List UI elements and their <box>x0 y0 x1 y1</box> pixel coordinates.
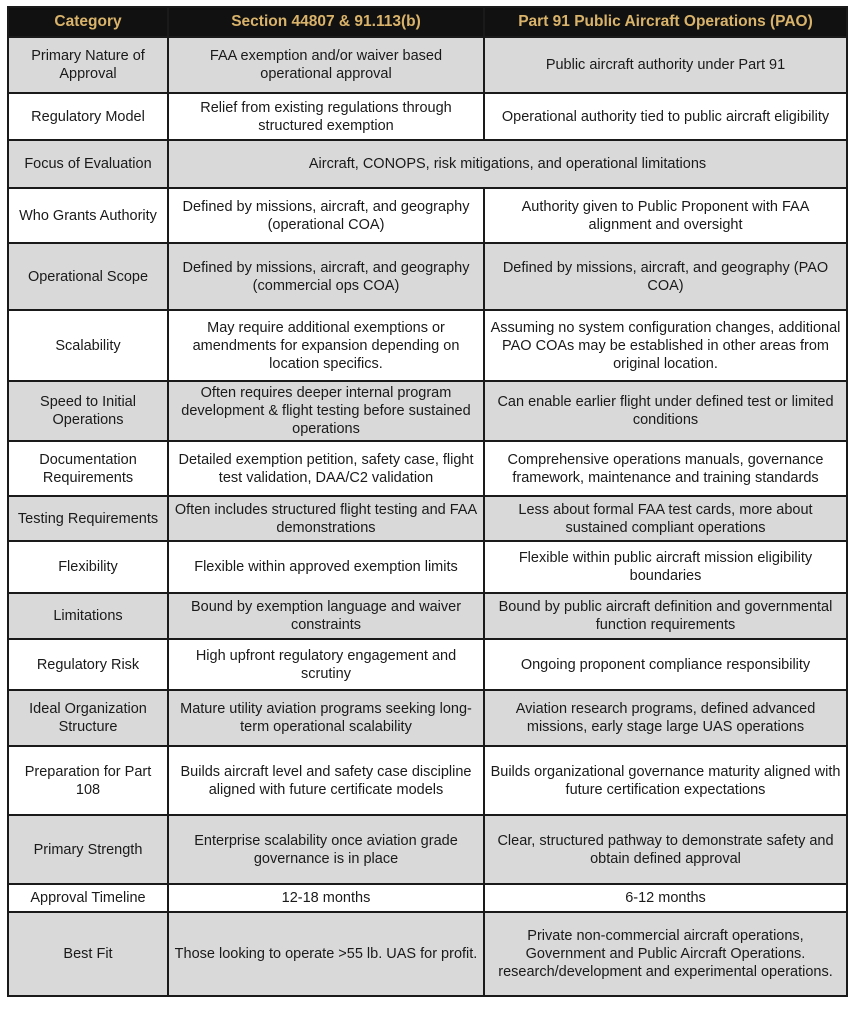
pao-cell: 6-12 months <box>484 884 847 912</box>
table-row <box>8 541 847 593</box>
section-44807-cell: May require additional exemptions or amendments for expansion depending on location specifics. <box>168 310 484 381</box>
comparison-table <box>7 6 848 997</box>
table-row <box>8 188 847 243</box>
comparison-table-container <box>7 6 846 997</box>
pao-cell: Authority given to Public Proponent with FAA alignment and oversight <box>484 188 847 243</box>
pao-cell: Assuming no system configuration changes, additional PAO COAs may be established in other areas from original location. <box>484 310 847 381</box>
section-44807-cell: FAA exemption and/or waiver based operational approval <box>168 37 484 93</box>
category-cell: Regulatory Risk <box>8 639 168 690</box>
section-44807-cell: Defined by missions, aircraft, and geography (commercial ops COA) <box>168 243 484 310</box>
table-row <box>8 593 847 639</box>
table-row <box>8 441 847 496</box>
category-cell: Operational Scope <box>8 243 168 310</box>
pao-cell: Private non-commercial aircraft operations, Government and Public Aircraft Operations. research/development and experimental operations. <box>484 912 847 996</box>
category-cell: Who Grants Authority <box>8 188 168 243</box>
header-part-91-pao: Part 91 Public Aircraft Operations (PAO) <box>484 7 847 37</box>
category-cell: Primary Strength <box>8 815 168 884</box>
section-44807-cell: Often requires deeper internal program development & flight testing before sustained operations <box>168 381 484 441</box>
category-cell: Best Fit <box>8 912 168 996</box>
section-44807-cell: Builds aircraft level and safety case discipline aligned with future certificate models <box>168 746 484 815</box>
pao-cell: Flexible within public aircraft mission eligibility boundaries <box>484 541 847 593</box>
section-44807-cell: Mature utility aviation programs seeking long-term operational scalability <box>168 690 484 746</box>
category-cell: Documentation Requirements <box>8 441 168 496</box>
header-category: Category <box>8 7 168 37</box>
table-row <box>8 243 847 310</box>
table-row <box>8 815 847 884</box>
table-row <box>8 140 847 188</box>
section-44807-cell: Defined by missions, aircraft, and geography (operational COA) <box>168 188 484 243</box>
pao-cell: Less about formal FAA test cards, more about sustained compliant operations <box>484 496 847 541</box>
category-cell: Preparation for Part 108 <box>8 746 168 815</box>
section-44807-cell: 12-18 months <box>168 884 484 912</box>
table-row <box>8 381 847 441</box>
table-row <box>8 746 847 815</box>
pao-cell: Public aircraft authority under Part 91 <box>484 37 847 93</box>
section-44807-cell: High upfront regulatory engagement and scrutiny <box>168 639 484 690</box>
category-cell: Primary Nature of Approval <box>8 37 168 93</box>
section-44807-cell: Often includes structured flight testing and FAA demonstrations <box>168 496 484 541</box>
section-44807-cell: Those looking to operate >55 lb. UAS for profit. <box>168 912 484 996</box>
pao-cell: Ongoing proponent compliance responsibility <box>484 639 847 690</box>
section-44807-cell: Enterprise scalability once aviation grade governance is in place <box>168 815 484 884</box>
table-row <box>8 93 847 140</box>
pao-cell: Clear, structured pathway to demonstrate safety and obtain defined approval <box>484 815 847 884</box>
pao-cell: Operational authority tied to public aircraft eligibility <box>484 93 847 140</box>
table-row <box>8 310 847 381</box>
table-row <box>8 912 847 996</box>
table-row <box>8 884 847 912</box>
category-cell: Focus of Evaluation <box>8 140 168 188</box>
category-cell: Approval Timeline <box>8 884 168 912</box>
header-section-44807: Section 44807 & 91.113(b) <box>168 7 484 37</box>
category-cell: Flexibility <box>8 541 168 593</box>
header-row <box>8 7 847 37</box>
category-cell: Ideal Organization Structure <box>8 690 168 746</box>
pao-cell: Bound by public aircraft definition and governmental function requirements <box>484 593 847 639</box>
category-cell: Speed to Initial Operations <box>8 381 168 441</box>
table-row <box>8 496 847 541</box>
section-44807-cell: Flexible within approved exemption limits <box>168 541 484 593</box>
section-44807-cell: Bound by exemption language and waiver constraints <box>168 593 484 639</box>
category-cell: Regulatory Model <box>8 93 168 140</box>
section-44807-cell: Detailed exemption petition, safety case, flight test validation, DAA/C2 validation <box>168 441 484 496</box>
section-44807-cell: Relief from existing regulations through structured exemption <box>168 93 484 140</box>
category-cell: Limitations <box>8 593 168 639</box>
pao-cell: Builds organizational governance maturity aligned with future certification expectations <box>484 746 847 815</box>
category-cell: Scalability <box>8 310 168 381</box>
table-row <box>8 639 847 690</box>
pao-cell: Aviation research programs, defined advanced missions, early stage large UAS operations <box>484 690 847 746</box>
table-row <box>8 37 847 93</box>
pao-cell: Can enable earlier flight under defined test or limited conditions <box>484 381 847 441</box>
pao-cell: Defined by missions, aircraft, and geography (PAO COA) <box>484 243 847 310</box>
table-row <box>8 690 847 746</box>
category-cell: Testing Requirements <box>8 496 168 541</box>
pao-cell: Comprehensive operations manuals, governance framework, maintenance and training standards <box>484 441 847 496</box>
merged-focus-cell: Aircraft, CONOPS, risk mitigations, and operational limitations <box>168 140 847 188</box>
